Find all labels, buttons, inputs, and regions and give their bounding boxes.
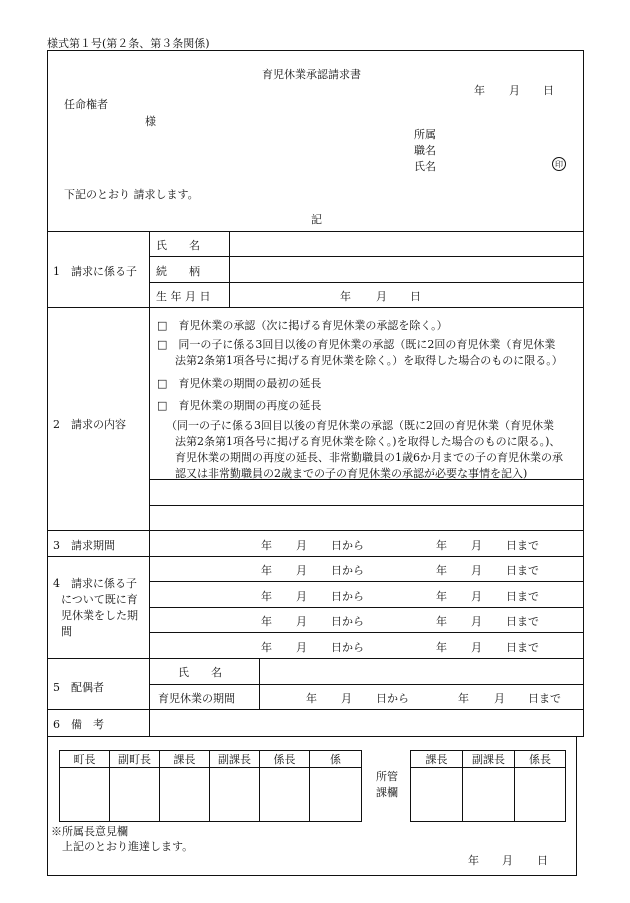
seal-icon: 印 <box>552 157 566 171</box>
section6-label: 6 備 考 <box>53 718 104 731</box>
approval-header: 副町長 <box>110 751 160 768</box>
option-checkbox[interactable]: □ 育児休業の承認（次に掲げる育児休業の承認を除く。） <box>157 319 448 332</box>
approval-table-left <box>59 750 362 822</box>
spouse-period-label: 育児休業の期間 <box>158 692 235 705</box>
child-relation-label: 続 柄 <box>156 265 200 278</box>
rule-4 <box>47 556 584 557</box>
rule-4c <box>149 632 584 633</box>
footer-day: 日 <box>537 854 548 867</box>
rule-1b <box>149 282 584 283</box>
ki-label: 記 <box>311 213 322 226</box>
section4-label-line: 児休業をした期 <box>61 609 138 622</box>
affiliation-label: 所属 <box>414 128 436 141</box>
stamp-cell[interactable] <box>411 768 463 822</box>
form-title: 育児休業承認請求書 <box>262 68 361 81</box>
rule-1 <box>47 231 584 232</box>
birth-year: 年 <box>340 290 351 303</box>
col-divider-1 <box>229 231 230 307</box>
note-line: 法第2条第1項各号に掲げる育児休業を除く。)を取得した場合のものに限る。)、 <box>175 435 561 448</box>
child-birth-label: 生 年 月 日 <box>156 290 211 303</box>
approval-header: 係長 <box>515 751 566 768</box>
child-name-label: 氏 名 <box>156 239 200 252</box>
section2-label: 2 請求の内容 <box>53 418 126 431</box>
frame-right-lower <box>576 736 577 876</box>
frame-top <box>47 50 584 51</box>
stamp-cell[interactable] <box>310 768 362 822</box>
addressee-label: 任命権者 <box>64 98 108 111</box>
approval-header: 係 <box>310 751 362 768</box>
stamp-cell[interactable] <box>260 768 310 822</box>
stamp-cell[interactable] <box>515 768 566 822</box>
approval-header: 副課長 <box>463 751 515 768</box>
jurisdiction-label: 課欄 <box>376 786 398 799</box>
frame-right <box>583 50 584 736</box>
frame-left <box>47 50 48 876</box>
stamp-cell[interactable] <box>463 768 515 822</box>
rule-4b <box>149 607 584 608</box>
stamp-cell[interactable] <box>110 768 160 822</box>
approval-header: 町長 <box>60 751 110 768</box>
footer-year: 年 <box>468 854 479 867</box>
position-label: 職名 <box>414 144 436 157</box>
approval-table-right <box>410 750 566 822</box>
birth-month: 月 <box>376 290 387 303</box>
approval-header: 課長 <box>411 751 463 768</box>
date-day: 日 <box>543 84 554 97</box>
jurisdiction-label: 所管 <box>376 770 398 783</box>
rule-4a <box>149 581 584 582</box>
option-continuation: 法第2条第1項各号に掲げる育児休業を除く。）を取得した場合のものに限る。） <box>175 354 563 367</box>
stamp-cell[interactable] <box>160 768 210 822</box>
section4-label-line: 4 請求に係る子 <box>53 577 137 590</box>
rule-1a <box>149 256 584 257</box>
spouse-name-label: 氏 名 <box>178 666 222 679</box>
rule-2b <box>149 505 584 506</box>
section4-label-line: について既に育 <box>61 593 138 606</box>
date-month: 月 <box>509 84 520 97</box>
stamp-cell[interactable] <box>210 768 260 822</box>
frame-bottom <box>47 875 577 876</box>
forward-text: 上記のとおり進達します。 <box>62 840 194 853</box>
col-divider-5 <box>259 658 260 709</box>
section1-label: 1 請求に係る子 <box>53 265 137 278</box>
approval-header: 副課長 <box>210 751 260 768</box>
note-line: 育児休業の期間の再度の延長、非常勤職員の1歳6か月までの子の育児休業の承 <box>175 451 563 464</box>
birth-day: 日 <box>410 290 421 303</box>
rule-6 <box>47 709 584 710</box>
section5-label: 5 配偶者 <box>53 681 104 694</box>
approval-header: 係長 <box>260 751 310 768</box>
rule-2 <box>47 307 584 308</box>
option-checkbox[interactable]: □ 育児休業の期間の再度の延長 <box>157 399 322 412</box>
addressee-honorific: 様 <box>145 115 156 128</box>
note-line: （同一の子に係る3回目以後の育児休業の承認（既に2回の育児休業（育児休業 <box>166 419 554 432</box>
footer-month: 月 <box>502 854 513 867</box>
rule-3 <box>47 530 584 531</box>
stamp-cell[interactable] <box>60 768 110 822</box>
date-year: 年 <box>474 84 485 97</box>
request-text: 下記のとおり 請求します。 <box>64 188 199 201</box>
note-line: 認又は非常勤職員の2歳までの子の育児休業の承認が必要な事情を記入) <box>175 467 528 480</box>
rule-5 <box>47 658 584 659</box>
name-label: 氏名 <box>414 160 436 173</box>
option-checkbox[interactable]: □ 育児休業の期間の最初の延長 <box>157 377 322 390</box>
approval-header: 課長 <box>160 751 210 768</box>
rule-7 <box>47 736 584 737</box>
col-divider <box>149 231 150 736</box>
option-checkbox[interactable]: □ 同一の子に係る3回目以後の育児休業の承認（既に2回の育児休業（育児休業 <box>157 338 556 351</box>
supervisor-opinion-label: ※所属長意見欄 <box>51 825 128 838</box>
rule-5a <box>149 684 584 685</box>
section4-label-line: 間 <box>61 625 72 638</box>
form-number: 様式第１号(第２条、第３条関係) <box>47 37 210 50</box>
section3-label: 3 請求期間 <box>53 539 115 552</box>
